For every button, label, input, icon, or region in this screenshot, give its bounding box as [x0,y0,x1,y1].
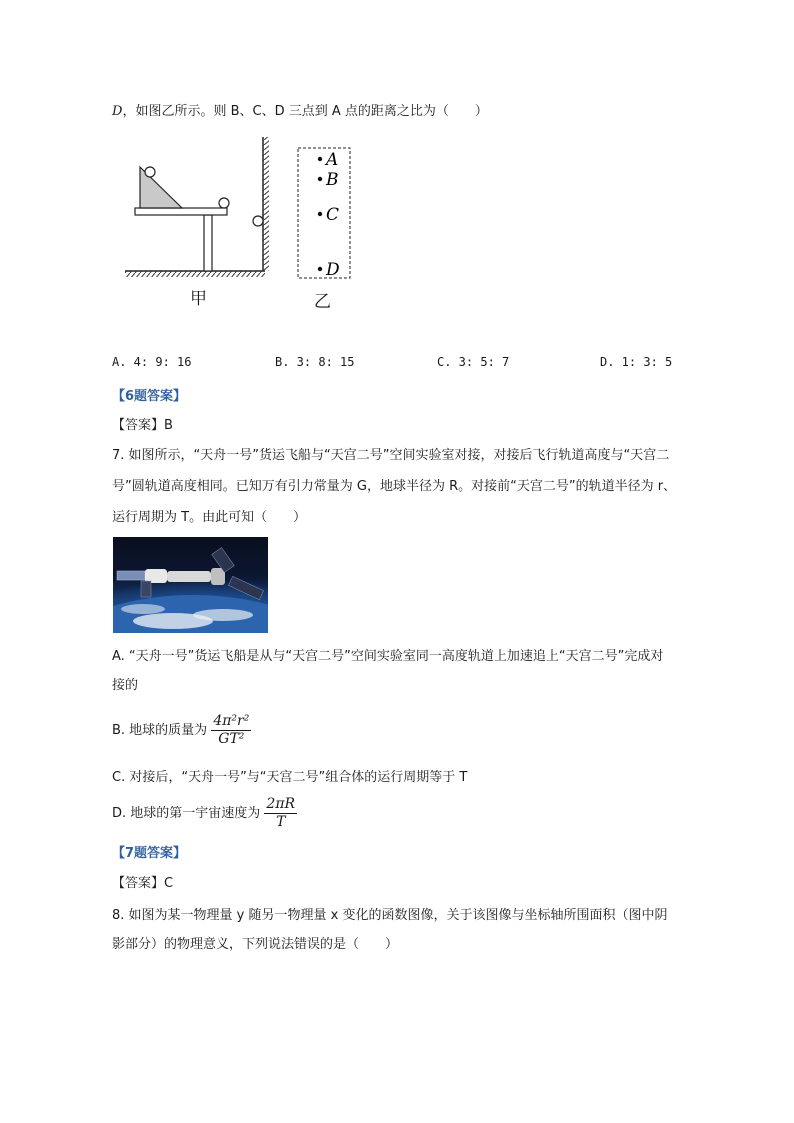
point-d-dot [318,267,322,271]
q7-option-d-numerator: 2πR [266,796,296,812]
q8-stem-line2: 影部分）的物理意义，下列说法错误的是（ ） [112,937,399,952]
q7-option-d [112,795,297,833]
point-c-label: C [326,205,340,225]
q7-answer-header: 【7题答案】 [112,846,187,861]
q6-stem-text: ，如图乙所示。则 B、C、D 三点到 A 点的距离之比为（ ） [122,104,488,119]
q7-option-d-denominator: T [276,814,286,830]
spacecraft-photo [113,537,268,633]
q7-stem-line2: 号”圆轨道高度相同。已知万有引力常量为 G，地球半径为 R。对接前“天宫二号”的轨道半径为 r、 [112,479,677,494]
q7-option-b-prefix: B. 地球的质量为 [112,723,208,738]
q7-stem-line1: 7. 如图所示，“天舟一号”货运飞船与“天宫二号”空间实验室对接，对接后飞行轨道高度与“天宫二 [112,448,670,463]
q6-option-c: C. 3: 5: 7 [437,355,510,369]
q7-option-b-denominator: GT² [218,731,245,747]
point-c-dot [318,212,322,216]
figure-yi [292,142,360,284]
q6-answer: 【答案】B [112,418,173,433]
point-a-dot [318,157,322,161]
q7-stem-line3: 运行周期为 T。由此可知（ ） [112,510,307,525]
q6-answer-header: 【6题答案】 [112,389,187,404]
q7-answer: 【答案】C [112,876,174,891]
q7-option-d-fraction [264,796,297,831]
q7-option-c: C. 对接后，“天舟一号”与“天宫二号”组合体的运行周期等于 T [112,770,468,785]
q6-stem-prefix: D [112,104,123,119]
figure-jia-label: 甲 [190,289,207,309]
q7-option-d-prefix: D. 地球的第一宇宙速度为 [112,806,261,821]
q6-option-d: D. 1: 3: 5 [600,355,673,369]
q6-stem [112,102,488,122]
q7-option-a-line1: A. “天舟一号”货运飞船是从与“天宫二号”空间实验室同一高度轨道上加速追上“天宫二号”完成对 [112,649,664,664]
q7-option-b-fraction [211,713,251,748]
q6-option-a: A. 4: 9: 16 [112,355,192,369]
spacecraft-image [113,537,268,633]
q7-option-b-numerator: 4π²r² [213,713,250,729]
point-d-label: D [326,260,340,280]
point-b-label: B [326,170,339,190]
q8-stem-line1: 8. 如图为某一物理量 y 随另一物理量 x 变化的函数图像，关于该图像与坐标轴所围面积（图中阴 [112,908,668,923]
q7-option-b [112,712,251,750]
q7-option-a-line2: 接的 [112,678,139,693]
point-b-dot [318,177,322,181]
q6-option-b: B. 3: 8: 15 [275,355,355,369]
figure-yi-label: 乙 [314,292,331,312]
point-a-label: A [326,150,339,170]
